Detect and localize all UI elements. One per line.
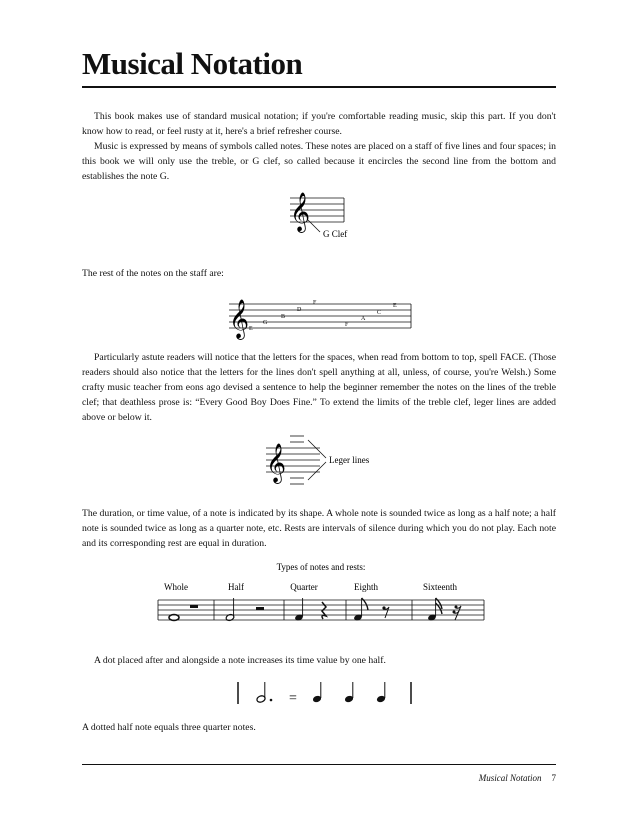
note-letter-e-space: E <box>393 303 397 309</box>
half-rest-icon <box>256 607 264 610</box>
quarter-rest-icon <box>322 602 326 619</box>
staff-notes-figure <box>225 290 415 336</box>
eighth-rest-icon <box>382 606 389 618</box>
label-eighth: Eighth <box>354 582 378 592</box>
equals-sign: = <box>289 691 297 706</box>
page-number: 7 <box>551 773 556 783</box>
intro-paragraph: This book makes use of standard musical notation; if you're comfortable reading music, skip this part. If you don't know how to read, or feel rusty at it, here's a brief refresher course. <box>82 111 556 137</box>
note-letter-c: C <box>377 310 382 316</box>
note-letter-f-space: F <box>345 322 349 328</box>
dot-paragraph: A dot placed after and alongside a note increases its time value by one half. <box>94 655 386 666</box>
note-letter-d: D <box>297 307 302 313</box>
footer-section-title: Musical Notation <box>478 773 542 783</box>
note-letter-b: B <box>281 314 286 320</box>
label-quarter: Quarter <box>290 582 318 592</box>
face-paragraph: Particularly astute readers will notice that the letters for the spaces, when read from bottom to top, spell FACE. (Those readers should also notice that the letters for the lines don't spell anything at all, unless, of course, you're Welsh.) Some crafty music teacher from eons ago devised a sentence to help the beginner remember the notes on the lines of the treble clef; that deathless prose is: “Every Good Boy Does Fine.” To extend the limits of the treble clef, leger lines are added above or below it. <box>82 352 556 423</box>
label-half: Half <box>228 582 244 592</box>
page-footer <box>82 773 556 783</box>
note-letter-g: G <box>263 320 268 326</box>
g-clef-label: G Clef <box>323 229 348 239</box>
dotted-note-figure <box>234 678 424 710</box>
treble-clef-icon: 𝄞 <box>266 445 287 482</box>
page-title: Musical Notation <box>82 46 303 81</box>
note-types-caption: Types of notes and rests: <box>276 562 366 572</box>
rest-of-notes-line: The rest of the notes on the staff are: <box>82 268 224 279</box>
note-types-figure <box>156 562 486 632</box>
title-rule <box>82 86 556 88</box>
note-letter-f-line: F <box>313 300 317 306</box>
note-letter-a: A <box>361 316 366 322</box>
g-clef-figure <box>282 192 382 244</box>
quarter-note-icon <box>344 682 354 703</box>
leger-lines-label: Leger lines <box>329 455 370 465</box>
footer-rule <box>82 764 556 765</box>
duration-paragraph: The duration, or time value, of a note is indicated by its shape. A whole note is sounded twice as long as a half note; a half note is sounded twice as long as a quarter note, etc. Rests are intervals of silence during which you do not play. Each note and its corresponding rest are equal in duration. <box>82 508 556 549</box>
whole-note-icon <box>169 615 179 621</box>
notes-paragraph: Music is expressed by means of symbols called notes. These notes are placed on a staff of five lines and four spaces; in this book we will only use the treble, or G clef, so called because it encircles the second line from the bottom and establishes the note G. <box>82 141 556 182</box>
whole-rest-icon <box>190 605 198 608</box>
label-sixteenth: Sixteenth <box>423 582 457 592</box>
treble-clef-icon: 𝄞 <box>229 301 250 338</box>
quarter-note-icon <box>312 682 322 703</box>
label-whole: Whole <box>164 582 188 592</box>
leger-lines-figure <box>262 432 382 492</box>
treble-clef-icon: 𝄞 <box>290 194 311 231</box>
dotted-half-note-icon <box>256 682 272 703</box>
quarter-note-icon <box>376 682 386 703</box>
dotted-half-line: A dotted half note equals three quarter notes. <box>82 722 256 733</box>
note-letter-e: E <box>249 326 253 332</box>
sixteenth-rest-icon <box>453 606 462 621</box>
